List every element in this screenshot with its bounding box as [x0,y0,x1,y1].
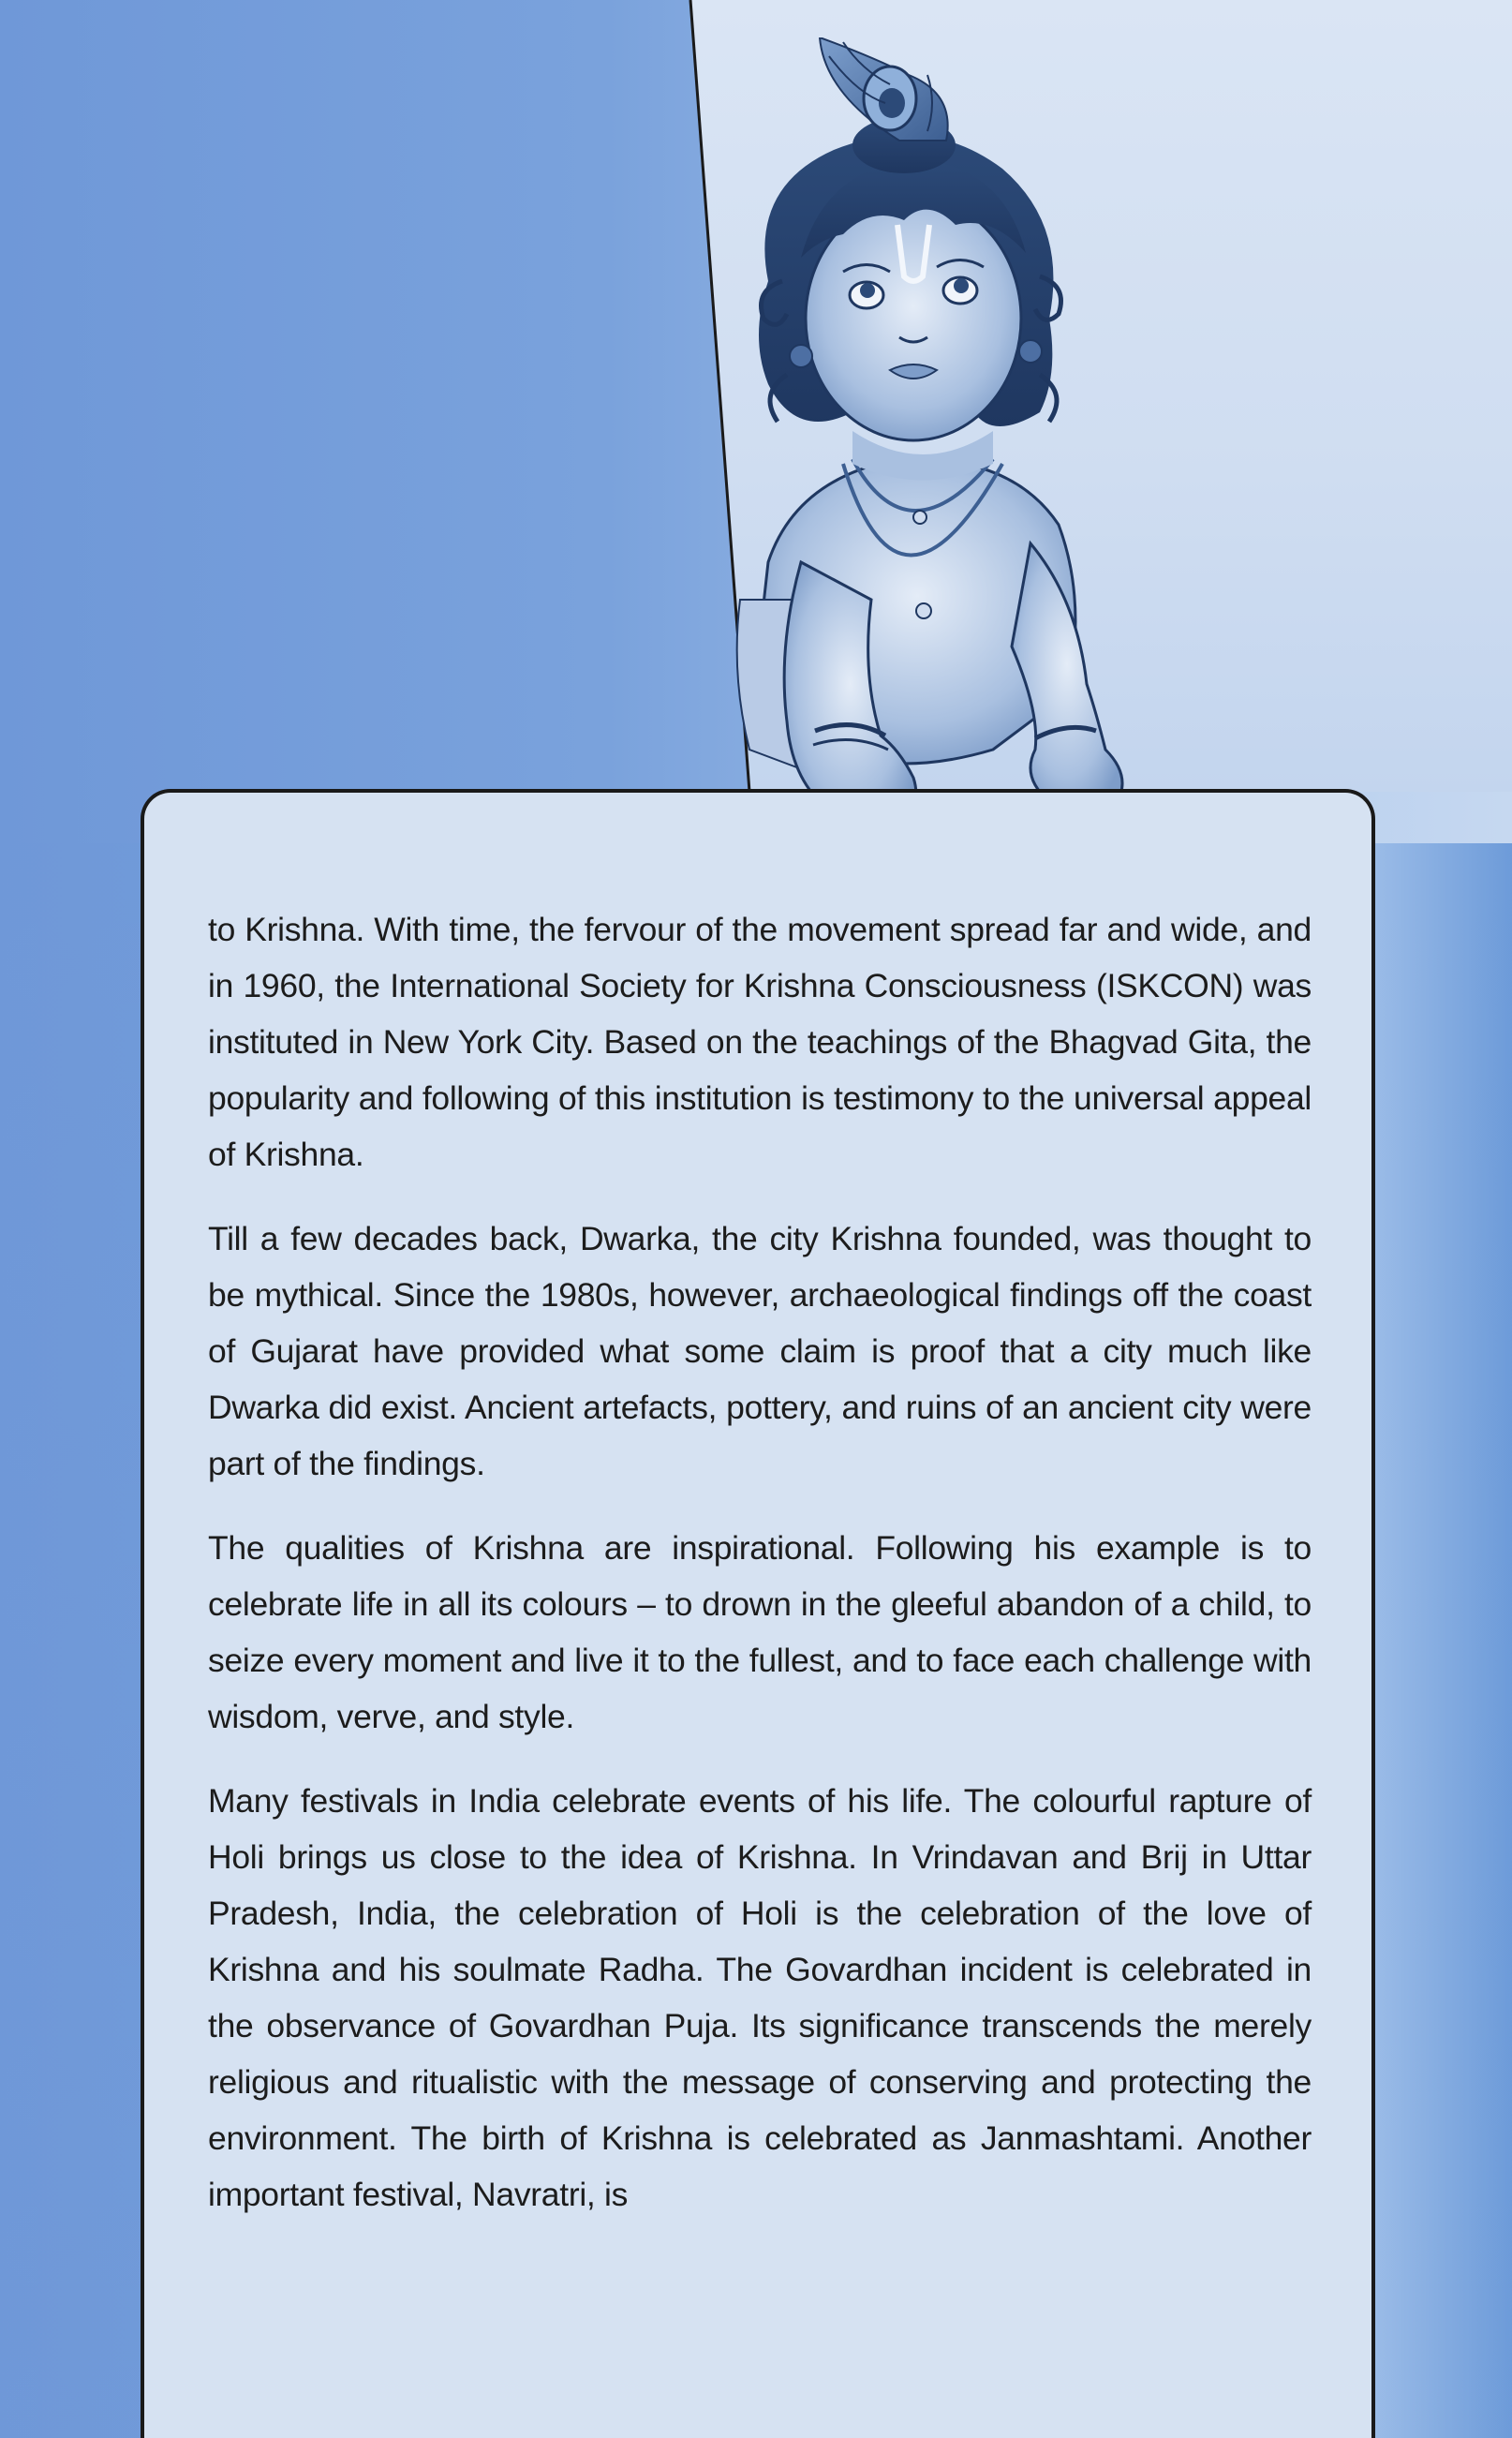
article-body [208,901,1312,2251]
paragraph-iskcon: to Krishna. With time, the fervour of the movement spread far and wide, and in 1960, the International Society for Krishna Consciousness (ISKCON) was instituted in New York City. Based on the teachings of the Bhagvad Gita, the popularity and following of this institution is testimony to the universal appeal of Krishna. [208,911,1312,1173]
krishna-illustration-icon [712,37,1162,862]
paragraph-dwarka: Till a few decades back, Dwarka, the city Krishna founded, was thought to be mythical. Since the 1980s, however, archaeological findings off the coast of Gujarat have provided what some claim is proof that a city much like Dwarka did exist. Ancient artefacts, pottery, and ruins of an ancient city were part of the findings. [208,1220,1312,1482]
paragraph-festivals: Many festivals in India celebrate events of his life. The colourful rapture of Holi brings us close to the idea of Krishna. In Vrindavan and Brij in Uttar Pradesh, India, the celebration of Holi is the celebration of the love of Krishna and his soulmate Radha. The Govardhan incident is celebrated in the observance of Govardhan Puja. Its significance transcends the merely religious and ritualistic with the message of conserving and protecting the environment. The birth of Krishna is celebrated as Janmashtami. Another important festival, Navratri, is [208,1782,1312,2213]
paragraph-qualities: The qualities of Krishna are inspirational. Following his example is to celebrate life in all its colours – to drown in the gleeful abandon of a child, to seize every moment and live it to the fullest, and to face each challenge with wisdom, verve, and style. [208,1529,1312,1735]
